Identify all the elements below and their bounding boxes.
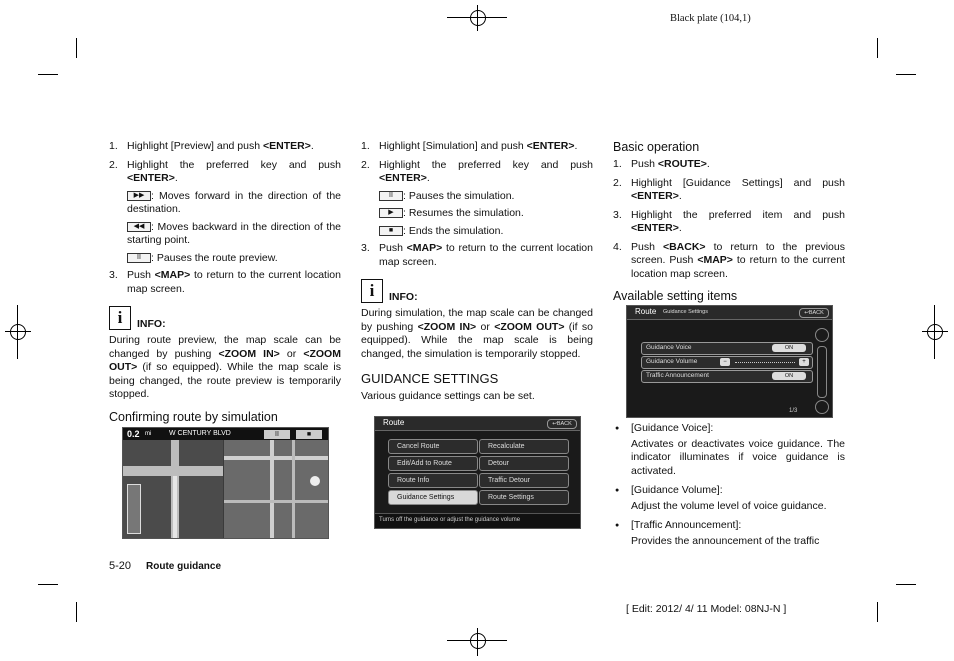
preview-steps-cont	[109, 269, 341, 296]
info-label: INFO:	[137, 318, 166, 330]
traffic-announcement-indicator: ON	[772, 372, 806, 380]
guidance-settings-screen	[626, 305, 833, 418]
menu-detour[interactable]: Detour	[479, 456, 569, 471]
back-arrow-icon: ↩	[552, 421, 557, 427]
bullet-traffic-announcement: ● [Traffic Announcement]:	[613, 519, 845, 533]
step-3: 3. Push <MAP> to return to the current location map screen.	[109, 269, 341, 295]
menu-traffic-detour[interactable]: Traffic Detour	[479, 473, 569, 488]
guidance-volume-row[interactable]: Guidance Volume − +	[641, 356, 813, 369]
route-menu-status-text: Turns off the guidance or adjust the guidance volume	[379, 517, 521, 523]
plate-label: Black plate (104,1)	[670, 13, 751, 24]
stop-button[interactable]: ■	[296, 430, 322, 439]
setting-items-list	[613, 422, 845, 554]
info-text: During simulation, the map scale can be changed by pushing <ZOOM IN> or <ZOOM OUT> (if so equipped). While the map scale is being changed, the simulation is temporarily stopped.	[361, 307, 593, 360]
map-right-pane	[224, 440, 328, 538]
scrollbar[interactable]	[817, 346, 827, 398]
step-3: 3. Highlight the preferred item and push <ENTER>.	[613, 208, 845, 234]
info-icon: i	[109, 306, 131, 330]
simulation-steps-cont	[361, 242, 593, 269]
menu-route-info[interactable]: Route Info	[388, 473, 478, 488]
guidance-settings-intro: Various guidance settings can be set.	[361, 390, 535, 402]
vehicle-icon	[310, 476, 320, 486]
volume-minus-icon[interactable]: −	[720, 358, 730, 366]
key-end: ■ : Ends the simulation.	[361, 225, 593, 239]
map-scale-unit: mi	[145, 431, 152, 437]
key-forward: ▶▶ : Moves forward in the direction of the destination.	[127, 189, 341, 215]
scroll-down-icon[interactable]	[815, 400, 829, 414]
back-button[interactable]: ↩BACK	[547, 419, 577, 429]
available-items-heading: Available setting items	[613, 289, 738, 303]
menu-edit-add-route[interactable]: Edit/Add to Route	[388, 456, 478, 471]
column-3	[613, 140, 845, 307]
pause-key-icon: II	[127, 253, 151, 263]
step-2: 2. Highlight the preferred key and push <ENTER>.	[361, 158, 593, 184]
simulation-subheading: Confirming route by simulation	[109, 409, 278, 424]
map-simulation-screen	[122, 427, 329, 539]
play-key-icon: ▶	[379, 208, 403, 218]
bullet-guidance-volume: ● [Guidance Volume]:	[613, 484, 845, 498]
guidance-screen-title: Route	[635, 307, 657, 316]
scroll-up-icon[interactable]	[815, 328, 829, 342]
pause-button[interactable]: II	[264, 430, 290, 439]
key-pause: II : Pauses the simulation.	[361, 190, 593, 204]
step-1: 1. Highlight [Preview] and push <ENTER>.	[109, 140, 314, 152]
bullet-guidance-voice-desc: Activates or deactivates voice guidance. The indicator illuminates if voice guidance is activated.	[631, 437, 845, 477]
map-left-pane	[123, 440, 223, 538]
volume-plus-icon[interactable]: +	[799, 358, 809, 366]
info-icon: i	[361, 279, 383, 303]
bullet-guidance-voice: ● [Guidance Voice]:	[613, 422, 845, 436]
back-arrow-icon: ↩	[804, 310, 809, 316]
step-1: 1. Highlight [Simulation] and push <ENTER>.	[361, 140, 578, 152]
guidance-voice-row[interactable]: Guidance Voice ON	[641, 342, 813, 355]
preview-steps	[109, 140, 341, 186]
basic-operation-steps	[613, 158, 845, 281]
menu-route-settings[interactable]: Route Settings	[479, 490, 569, 505]
guidance-settings-heading: GUIDANCE SETTINGS	[361, 371, 499, 386]
step-1: 1. Push <ROUTE>.	[613, 158, 710, 170]
guidance-voice-indicator: ON	[772, 344, 806, 352]
pause-key-icon: II	[379, 191, 403, 201]
route-menu-title: Route	[383, 418, 405, 427]
step-2: 2. Highlight [Guidance Settings] and push <ENTER>.	[613, 176, 845, 202]
column-1	[109, 140, 341, 428]
step-4: 4. Push <BACK> to return to the previous screen. Push <MAP> to return to the current location map screen.	[613, 240, 845, 280]
guidance-screen-subtitle: Guidance Settings	[663, 309, 708, 315]
info-label: INFO:	[389, 291, 418, 303]
backward-key-icon: ◀◀	[127, 222, 151, 232]
edit-info: [ Edit: 2012/ 4/ 11 Model: 08NJ-N ]	[626, 603, 787, 615]
step-3: 3. Push <MAP> to return to the current location map screen.	[361, 242, 593, 268]
page-number: 5-20	[109, 560, 132, 572]
page-indicator: 1/3	[789, 408, 798, 414]
stop-key-icon: ■	[379, 226, 403, 236]
menu-cancel-route[interactable]: Cancel Route	[388, 439, 478, 454]
info-block	[361, 279, 593, 303]
volume-slider[interactable]	[735, 362, 795, 363]
basic-operation-heading: Basic operation	[613, 140, 700, 154]
key-resume: ▶ : Resumes the simulation.	[361, 207, 593, 221]
traffic-announcement-row[interactable]: Traffic Announcement ON	[641, 370, 813, 383]
menu-guidance-settings[interactable]: Guidance Settings	[388, 490, 478, 505]
key-pause: II : Pauses the route preview.	[109, 252, 341, 266]
step-2: 2. Highlight the preferred key and push <ENTER>.	[109, 158, 341, 184]
menu-recalculate[interactable]: Recalculate	[479, 439, 569, 454]
info-block	[109, 306, 341, 330]
info-text: During route preview, the map scale can be changed by pushing <ZOOM IN> or <ZOOM OUT> (if so equipped). While the map scale is being changed, the route preview is temporarily stopped.	[109, 334, 341, 400]
simulation-steps	[361, 140, 593, 186]
key-backward: ◀◀ : Moves backward in the direction of the starting point.	[127, 220, 341, 246]
route-menu-screen	[374, 416, 581, 529]
bullet-guidance-volume-desc: Adjust the volume level of voice guidance.	[631, 499, 827, 512]
map-scale: 0.2	[127, 429, 140, 439]
back-button[interactable]: ↩BACK	[799, 308, 829, 318]
section-name: Route guidance	[146, 561, 222, 572]
forward-key-icon: ▶▶	[127, 191, 151, 201]
column-2	[361, 140, 593, 404]
bullet-traffic-announcement-desc: Provides the announcement of the traffic	[631, 534, 820, 547]
map-street-name: W CENTURY BLVD	[169, 430, 231, 437]
map-zoom-bar	[127, 484, 141, 534]
